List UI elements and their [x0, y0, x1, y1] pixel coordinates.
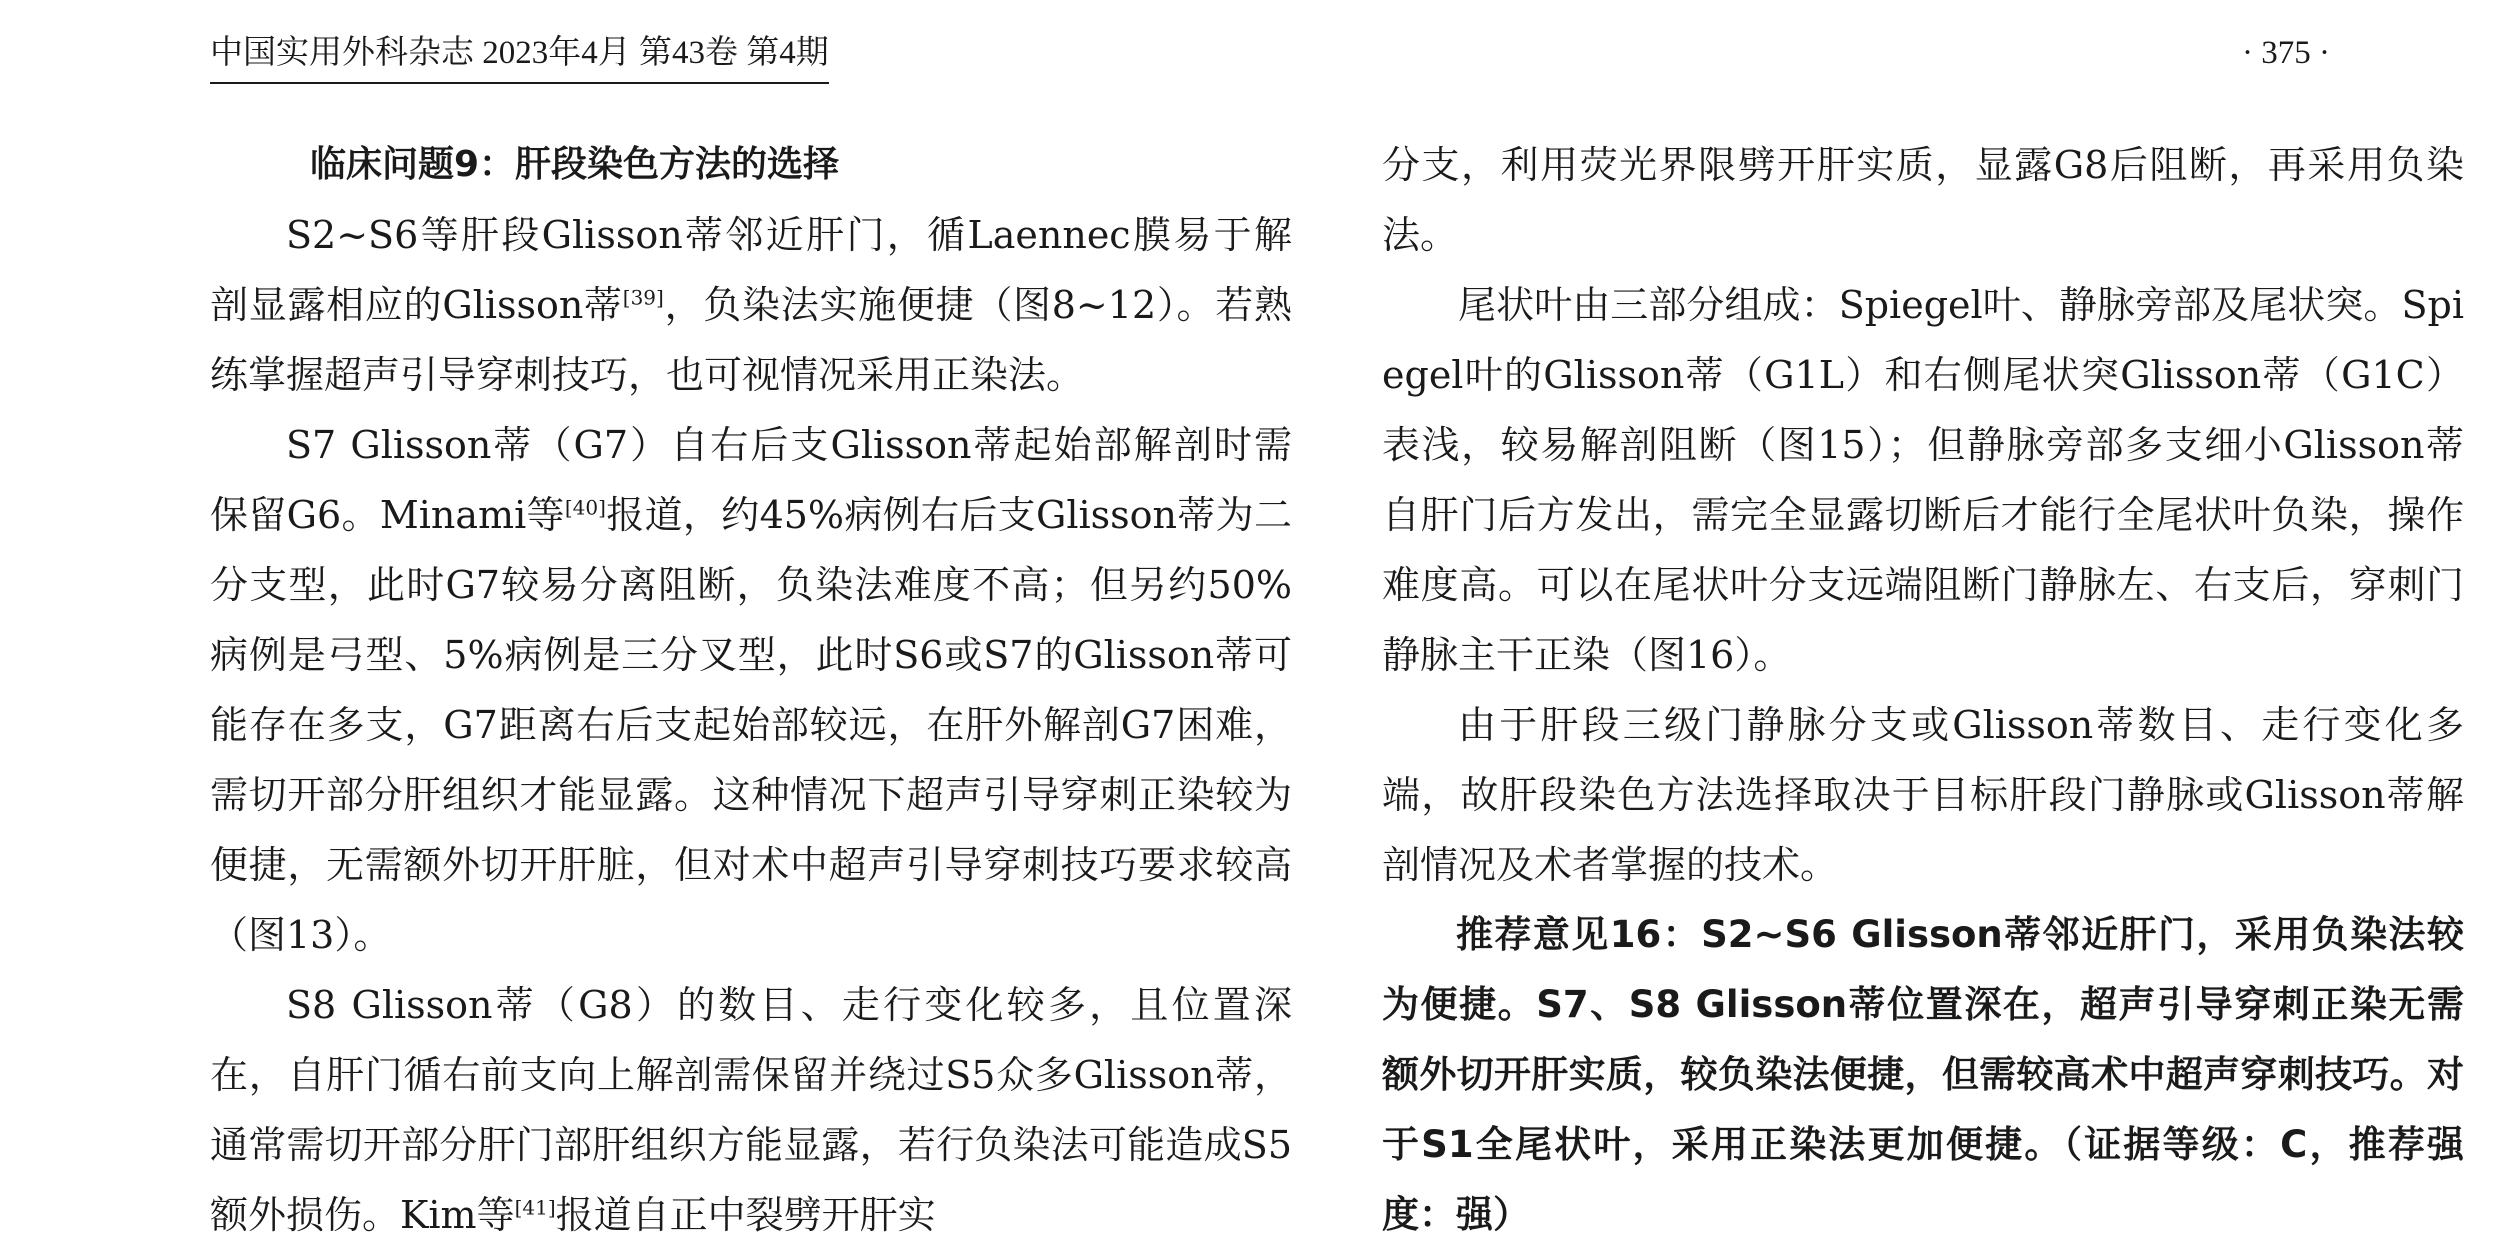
page-number: · 375 · [2242, 35, 2330, 71]
paragraph-text: S2~S6等肝段Glisson蒂邻近肝门，循Laennec膜易于解剖显露相应的Glisson蒂 [210, 213, 1292, 327]
recommendation: 推荐意见16：S2~S6 Glisson蒂邻近肝门，采用负染法较为便捷。S7、S8 Glisson蒂位置深在，超声引导穿刺正染无需额外切开肝实质，较负染法便捷，但需较高术中超声穿刺技巧。对于S1全尾状叶，采用正染法更加便捷。（证据等级：C，推荐强度：强） [1382, 913, 2464, 1236]
paragraph [210, 410, 1292, 970]
citation-ref: [41] [514, 1195, 556, 1220]
citation-ref: [40] [564, 495, 606, 520]
paragraph: 由于肝段三级门静脉分支或Glisson蒂数目、走行变化多端，故肝段染色方法选择取决于目标肝段门静脉或Glisson蒂解剖情况及术者掌握的技术。 [1382, 703, 2464, 887]
paragraph-text: S8 Glisson蒂（G8）的数目、走行变化较多，且位置深在，自肝门循右前支向上解剖需保留并绕过S5众多Glisson蒂，通常需切开部分肝门部肝组织方能显露，若行负染法可能造成S5额外损伤。Kim等 [210, 983, 1292, 1237]
journal-citation: 中国实用外科杂志 2023年4月 第43卷 第4期 [210, 28, 829, 84]
running-header [210, 28, 2330, 78]
right-column [1382, 130, 2464, 1239]
paragraph: 尾状叶由三部分组成：Spiegel叶、静脉旁部及尾状突。Spiegel叶的Glisson蒂（G1L）和右侧尾状突Glisson蒂（G1C）表浅，较易解剖阻断（图15）；但静脉旁部多支细小Glisson蒂自肝门后方发出，需完全显露切断后才能行全尾状叶负染，操作难度高。可以在尾状叶分支远端阻断门静脉左、右支后，穿刺门静脉主干正染（图16）。 [1382, 283, 2464, 677]
paragraph-continuation: 分支，利用荧光界限劈开肝实质，显露G8后阻断，再采用负染法。 [1382, 143, 2464, 257]
paragraph-text: ，负染法实施便捷（图8~12）。若熟练掌握超声引导穿刺技巧，也可视情况采用正染法。 [210, 283, 1292, 397]
left-column [210, 130, 1292, 1239]
paragraph [210, 200, 1292, 410]
section-heading: 临床问题9：肝段染色方法的选择 [310, 144, 840, 185]
citation-ref: [39] [622, 285, 664, 310]
paragraph-text: S7 Glisson蒂（G7）自右后支Glisson蒂起始部解剖时需保留G6。Minami等 [210, 423, 1292, 537]
paragraph-text: 报道，约45%病例右后支Glisson蒂为二分支型，此时G7较易分离阻断，负染法难度不高；但另约50%病例是弓型、5%病例是三分叉型，此时S6或S7的Glisson蒂可能存在多支，G7距离右后支起始部较远，在肝外解剖G7困难，需切开部分肝组织才能显露。这种情况下超声引导穿刺正染较为便捷，无需额外切开肝脏，但对术中超声引导穿刺技巧要求较高（图13）。 [210, 493, 1292, 957]
paragraph [210, 970, 1292, 1239]
paragraph-text: 报道自正中裂劈开肝实 [555, 1193, 936, 1237]
